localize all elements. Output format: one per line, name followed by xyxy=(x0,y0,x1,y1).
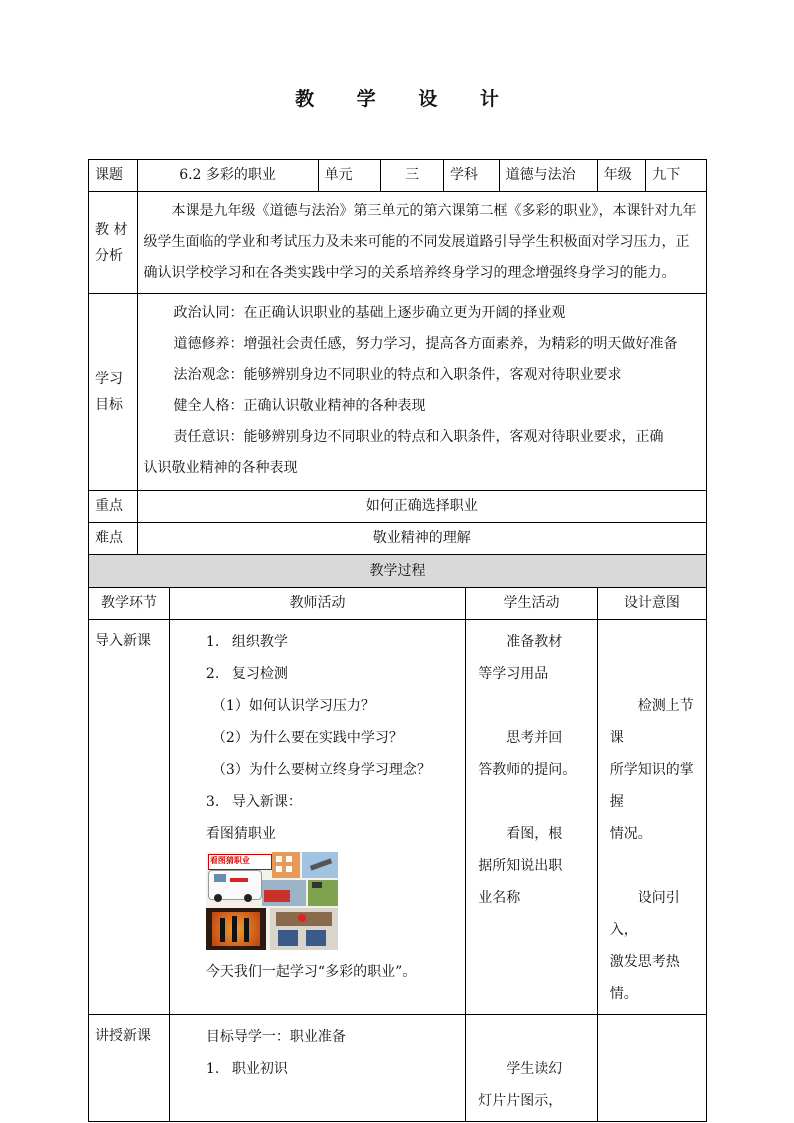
col-header-intent: 设计意图 xyxy=(597,588,706,620)
student-text: 等学习用品 xyxy=(478,666,549,682)
key-point-value: 如何正确选择职业 xyxy=(137,491,706,523)
review-question-1: （1）如何认识学习压力？ xyxy=(211,698,375,714)
subject-label: 学科 xyxy=(443,160,499,192)
student-text: 看图，根 xyxy=(506,826,563,842)
student-text: 准备教材 xyxy=(506,634,563,650)
col-header-stage: 教学环节 xyxy=(89,588,170,620)
lesson-plan-table xyxy=(88,159,707,1122)
goal-item-tail: 认识敬业精神的各种表现 xyxy=(143,460,298,476)
student-text: 思考并回 xyxy=(506,730,563,746)
lesson-label: 课题 xyxy=(89,160,138,192)
key-point-label: 重点 xyxy=(89,491,138,523)
teacher-item-2: 2. 复习检测 xyxy=(205,666,288,682)
review-question-2: （2）为什么要在实践中学习？ xyxy=(211,730,403,746)
process-band: 教学过程 xyxy=(89,555,707,588)
intent-text: 激发思考热情。 xyxy=(609,954,680,1002)
unit-value: 三 xyxy=(381,160,444,192)
goal-item: 法治观念：能够辨别身边不同职业的特点和入职条件，客观对待职业要求 xyxy=(173,367,622,383)
teach-intent-cell xyxy=(597,1015,706,1122)
intro-student-cell xyxy=(466,620,597,1015)
difficulty-label: 难点 xyxy=(89,523,138,555)
document-title: 教 学 设 计 xyxy=(295,88,517,110)
goal-item: 健全人格：正确认识敬业精神的各种表现 xyxy=(173,398,426,414)
teach-teacher-cell xyxy=(169,1015,465,1122)
analysis-text: 本课是九年级《道德与法治》第三单元的第六课第二框《多彩的职业》，本课针对九年级学生面临的学业和考试压力及未来可能的不同发展道路引导学生积极面对学习压力，正确认识学校学习和在各类实践中学习的关系培养终身学习的理念增强终身学习的能力。 xyxy=(137,192,706,294)
teacher-item-1: 1. 组织教学 xyxy=(205,634,288,650)
goal-item: 政治认同：在正确认识职业的基础上逐步确立更为开阔的择业观 xyxy=(173,305,566,321)
intent-text: 设问引入， xyxy=(609,890,680,938)
intro-intent-cell xyxy=(597,620,706,1015)
student-text: 业名称 xyxy=(478,890,521,906)
intro-teacher-cell xyxy=(169,620,465,1015)
lesson-value: 6.2 多彩的职业 xyxy=(137,160,318,192)
col-header-teacher: 教师活动 xyxy=(169,588,465,620)
goal-item: 道德修养：增强社会责任感，努力学习，提高各方面素养，为精彩的明天做好准备 xyxy=(173,336,678,352)
goals-list xyxy=(137,294,706,491)
teach-student-cell xyxy=(466,1015,597,1122)
intent-text: 情况。 xyxy=(609,826,652,842)
difficulty-value: 敬业精神的理解 xyxy=(137,523,706,555)
grade-label: 年级 xyxy=(597,160,646,192)
intro-stage: 导入新课 xyxy=(89,620,170,1015)
student-text: 据所知说出职 xyxy=(478,858,563,874)
grade-value: 九下 xyxy=(646,160,707,192)
teach-stage: 讲授新课 xyxy=(89,1015,170,1122)
teacher-item-3: 3. 导入新课： xyxy=(205,794,302,810)
student-text: 学生读幻 xyxy=(506,1061,563,1077)
subject-value: 道德与法治 xyxy=(499,160,597,192)
guess-job-text: 看图猜职业 xyxy=(205,826,276,842)
today-text: 今天我们一起学习“多彩的职业”。 xyxy=(205,964,417,980)
teach-item-1: 1. 职业初识 xyxy=(205,1061,288,1077)
intent-text: 检测上节课 xyxy=(609,698,694,746)
goals-label: 学习 目标 xyxy=(89,294,138,491)
goal-guide-1: 目标导学一：职业准备 xyxy=(205,1029,346,1045)
col-header-student: 学生活动 xyxy=(466,588,597,620)
analysis-label: 教 材 分析 xyxy=(89,192,138,294)
student-text: 答教师的提问。 xyxy=(478,762,577,778)
review-question-3: （3）为什么要树立终身学习理念？ xyxy=(211,762,431,778)
unit-label: 单元 xyxy=(318,160,381,192)
job-collage-image xyxy=(206,852,338,950)
student-text: 灯片片图示， xyxy=(478,1093,563,1109)
intent-text: 所学知识的掌握 xyxy=(609,762,694,810)
goal-item: 责任意识：能够辨别身边不同职业的特点和入职条件，客观对待职业要求，正确 xyxy=(173,429,664,445)
collage-caption: 看图猜职业 xyxy=(209,856,250,865)
